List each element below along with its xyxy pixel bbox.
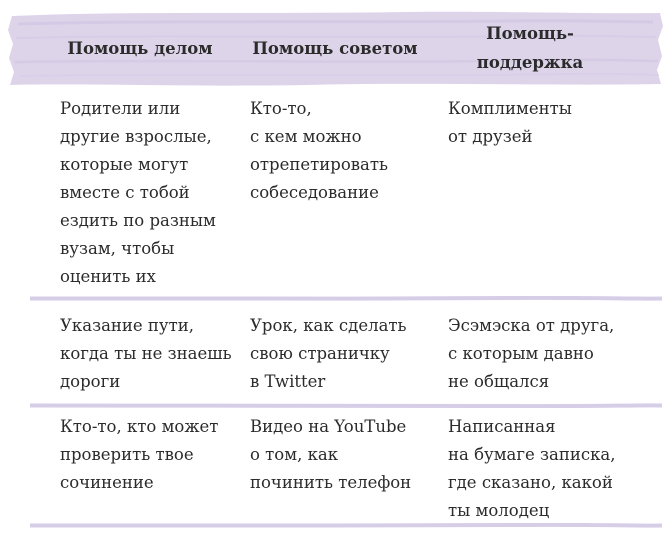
row2-advice-cell: Урок, как сделать свою страничку в Twitter <box>250 316 407 391</box>
header-help-by-advice: Помощь советом <box>252 38 418 58</box>
row3-support-cell: Написанная на бумаге записка, где сказано, какой ты молодец <box>448 417 616 520</box>
row3-action-cell: Кто-то, кто может проверить твое сочинение <box>60 417 219 492</box>
row1-advice-cell: Кто-то, с кем можно отрепетировать собеседование <box>250 99 389 202</box>
row-divider <box>30 523 662 528</box>
row-divider <box>30 403 662 408</box>
header-help-support: Помощь- поддержка <box>476 24 584 72</box>
row-divider <box>30 296 662 301</box>
header-help-by-action: Помощь делом <box>67 38 213 58</box>
row2-action-cell: Указание пути, когда ты не знаешь дороги <box>60 316 232 391</box>
row1-support-cell: Комплименты от друзей <box>448 99 572 146</box>
row3-advice-cell: Видео на YouTube о том, как починить телефон <box>250 417 412 492</box>
row1-action-cell: Родители или другие взрослые, которые могут вместе с тобой ездить по разным вузам, чтобы оценить их <box>60 99 216 286</box>
row2-support-cell: Эсэмэска от друга, с которым давно не общался <box>448 316 615 391</box>
